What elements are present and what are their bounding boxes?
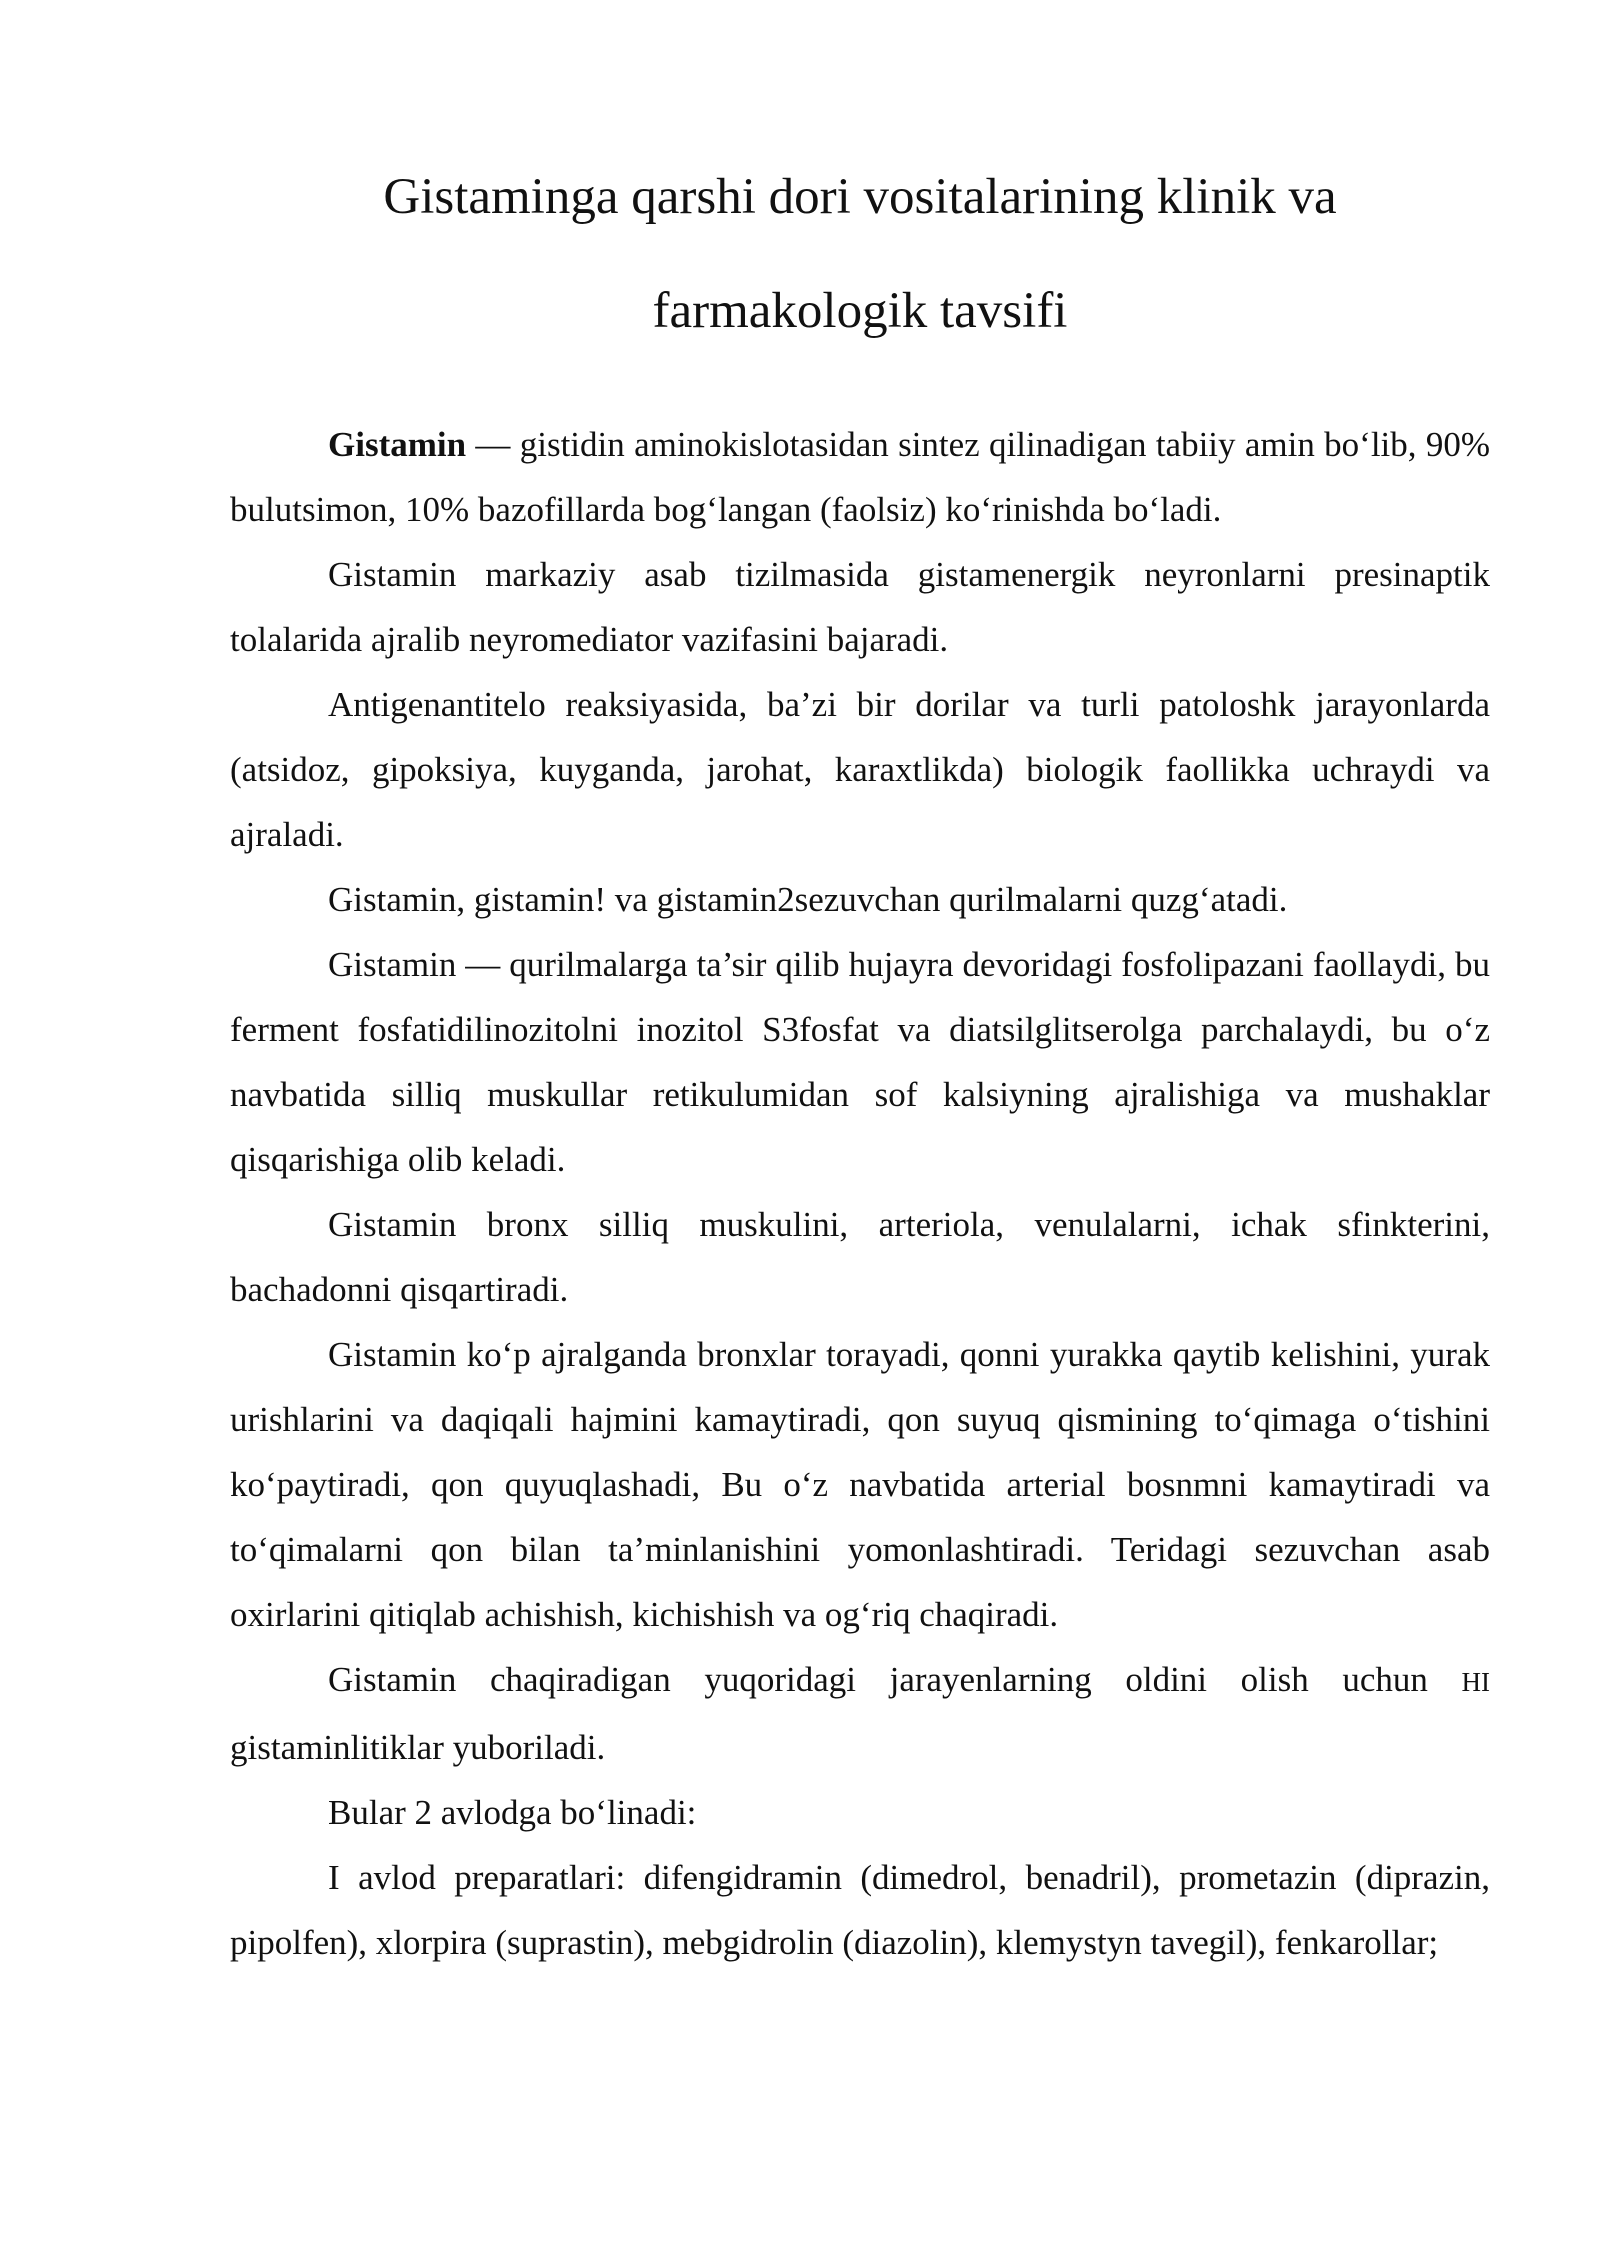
paragraph-effects: Gistamin ko‘p ajralganda bronxlar torayadi, qonni yurakka qaytib kelishini, yurak urishlarini va daqiqali hajmini kamaytiradi, qon suyuq qismining to‘qimaga o‘tishini ko‘paytiradi, qon quyuqlashadi, Bu o‘z navbatida arterial bosnmni kamaytiradi va to‘qimalarni qon bilan ta’minlanishini yomonlashtiradi. Teridagi sezuvchan asab oxirlarini qitiqlab achishish, kichishish va og‘riq chaqiradi. bbox=[230, 1335, 1490, 1634]
paragraph-neuromediator: Gistamin markaziy asab tizilmasida gistamenergik neyronlarni presinaptik tolalarida ajralib neyromediator vazifasini bajaradi. bbox=[230, 555, 1490, 659]
title-line-1: Gistaminga qarshi dori vositalarining klinik va bbox=[383, 169, 1337, 225]
term-gistamin: Gistamin bbox=[328, 425, 467, 464]
document-title bbox=[230, 140, 1490, 368]
paragraph-antigen-reaction: Antigenantitelo reaksiyasida, ba’zi bir dorilar va turli patoloshk jarayonlarda (atsidoz, gipoksiya, kuyganda, jarohat, karaxtlikda) biologik faollikka uchraydi va ajraladi. bbox=[230, 685, 1490, 854]
receptor-label: HI bbox=[1461, 1667, 1490, 1697]
paragraph-gistamin-definition bbox=[230, 412, 1490, 542]
paragraph-smooth-muscle: Gistamin bronx silliq muskulini, arteriola, venulalarni, ichak sfinkterini, bachadonni qisqartiradi. bbox=[230, 1205, 1490, 1309]
paragraph-first-generation: I avlod preparatlari: difengidramin (dimedrol, benadril), prometazin (diprazin, pipolfen), xlorpira (suprastin), mebgidrolin (diazolin), klemystyn tavegil), fenkarollar; bbox=[230, 1858, 1490, 1962]
paragraph-phospholipase: Gistamin — qurilmalarga ta’sir qilib hujayra devoridagi fosfolipazani faollaydi, bu ferment fosfatidilinozitolni inozitol S3fosfat va diatsilglitserolga parchalaydi, bu o‘z navbatida silliq muskullar retikulumidan sof kalsiyning ajralishiga va mushaklar qisqarishiga olib keladi. bbox=[230, 945, 1490, 1179]
paragraph-antihistamines bbox=[230, 1647, 1490, 1780]
paragraph-receptors: Gistamin, gistamin! va gistamin2sezuvchan qurilmalarni quzg‘atadi. bbox=[328, 880, 1288, 919]
document-body bbox=[230, 412, 1490, 1975]
paragraph-generations: Bular 2 avlodga bo‘linadi: bbox=[328, 1793, 697, 1832]
paragraph-text-after: gistaminlitiklar yuboriladi. bbox=[230, 1728, 606, 1767]
paragraph-text-before: Gistamin chaqiradigan yuqoridagi jarayenlarning oldini olish uchun bbox=[328, 1660, 1462, 1699]
paragraph-text: — gistidin aminokislotasidan sintez qilinadigan tabiiy amin bo‘lib, 90% bulutsimon, 10% bazofillarda bog‘langan (faolsiz) ko‘rinishda bo‘ladi. bbox=[230, 425, 1490, 529]
title-line-2: farmakologik tavsifi bbox=[652, 283, 1068, 339]
